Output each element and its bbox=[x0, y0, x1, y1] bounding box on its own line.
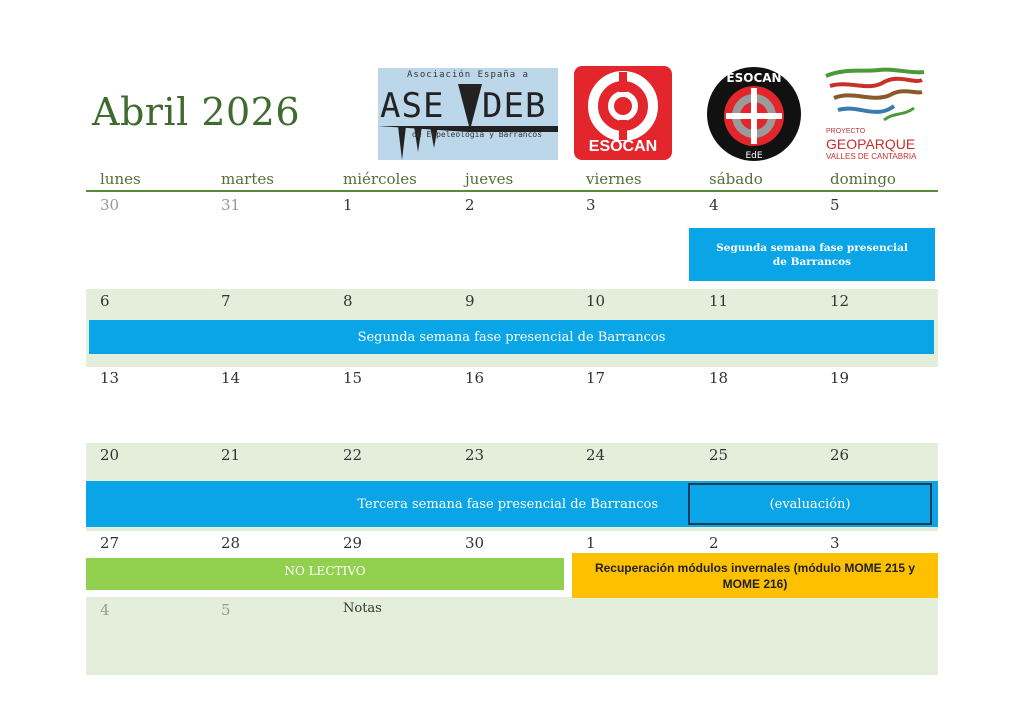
week-row-6-bg bbox=[86, 597, 938, 675]
day-cell: 10 bbox=[586, 292, 606, 310]
day-cell: 4 bbox=[709, 196, 719, 214]
event-week1[interactable]: Segunda semana fase presencial de Barrancos bbox=[689, 228, 935, 281]
geoparque-logo bbox=[824, 64, 926, 164]
day-cell: 1 bbox=[586, 534, 596, 552]
day-cell: 17 bbox=[586, 369, 606, 387]
day-cell: 8 bbox=[343, 292, 353, 310]
day-cell: 11 bbox=[709, 292, 729, 310]
event-week4-main[interactable]: Tercera semana fase presencial de Barrancos bbox=[357, 496, 658, 512]
weekday-monday: lunes bbox=[100, 170, 141, 188]
day-cell: 2 bbox=[465, 196, 475, 214]
day-cell: 20 bbox=[100, 446, 120, 464]
asedeb-logo-top: Asociación España a bbox=[407, 70, 529, 80]
day-cell: 29 bbox=[343, 534, 363, 552]
asedeb-logo bbox=[378, 68, 558, 160]
day-cell: 30 bbox=[100, 196, 120, 214]
day-cell: 23 bbox=[465, 446, 485, 464]
weekday-tuesday: martes bbox=[221, 170, 274, 188]
event-week2[interactable]: Segunda semana fase presencial de Barrancos bbox=[89, 320, 934, 354]
day-cell: 31 bbox=[221, 196, 241, 214]
day-cell: 16 bbox=[465, 369, 485, 387]
day-cell: 18 bbox=[709, 369, 729, 387]
day-cell: 30 bbox=[465, 534, 485, 552]
day-cell: 6 bbox=[100, 292, 110, 310]
esocan-logo-label: ESOCAN bbox=[588, 138, 658, 155]
esocan-ede-top-text: ESOCAN bbox=[726, 71, 782, 85]
day-cell: 26 bbox=[830, 446, 850, 464]
asedeb-logo-deb: DEB bbox=[482, 86, 547, 126]
day-cell: 1 bbox=[343, 196, 353, 214]
esocan-logo bbox=[574, 66, 672, 160]
esocan-ede-badge bbox=[704, 66, 804, 162]
event-week5-recuperacion[interactable]: Recuperación módulos invernales (módulo MOME 215 y MOME 216) bbox=[572, 553, 938, 598]
asedeb-logo-subtitle: de Espeleología y Barrancos bbox=[412, 130, 543, 139]
day-cell: 22 bbox=[343, 446, 363, 464]
day-cell: 15 bbox=[343, 369, 363, 387]
day-cell: 27 bbox=[100, 534, 120, 552]
geoparque-logo-sub: VALLES DE CANTABRIA bbox=[826, 152, 917, 161]
day-cell: 13 bbox=[100, 369, 120, 387]
calendar-title: Abril 2026 bbox=[92, 90, 301, 134]
esocan-ede-badge-icon bbox=[704, 66, 804, 162]
esocan-lifebuoy-icon bbox=[574, 70, 672, 142]
day-cell: 3 bbox=[830, 534, 840, 552]
esocan-ede-bottom-text: EdE bbox=[745, 151, 763, 161]
day-cell: 28 bbox=[221, 534, 241, 552]
day-cell: 12 bbox=[830, 292, 850, 310]
header-divider bbox=[86, 190, 938, 192]
day-cell: 25 bbox=[709, 446, 729, 464]
notes-label: Notas bbox=[343, 601, 382, 616]
day-cell: 19 bbox=[830, 369, 850, 387]
weekday-sunday: domingo bbox=[830, 170, 896, 188]
asedeb-logo-ase: ASE bbox=[380, 86, 445, 126]
weekday-thursday: jueves bbox=[465, 170, 514, 188]
day-cell: 14 bbox=[221, 369, 241, 387]
day-cell: 7 bbox=[221, 292, 231, 310]
day-cell: 5 bbox=[221, 601, 231, 619]
weekday-wednesday: miércoles bbox=[343, 170, 417, 188]
day-cell: 21 bbox=[221, 446, 241, 464]
event-week5-no-lectivo[interactable]: NO LECTIVO bbox=[86, 558, 564, 590]
day-cell: 24 bbox=[586, 446, 606, 464]
event-week4-evaluation[interactable]: (evaluación) bbox=[688, 483, 932, 525]
day-cell: 5 bbox=[830, 196, 840, 214]
geoparque-logo-pre: PROYECTO bbox=[826, 128, 866, 135]
day-cell: 4 bbox=[100, 601, 110, 619]
geoparque-landscape-icon bbox=[824, 64, 926, 126]
day-cell: 3 bbox=[586, 196, 596, 214]
day-cell: 2 bbox=[709, 534, 719, 552]
day-cell: 9 bbox=[465, 292, 475, 310]
weekday-saturday: sábado bbox=[709, 170, 763, 188]
geoparque-logo-main: GEOPARQUE bbox=[826, 136, 916, 152]
weekday-friday: viernes bbox=[586, 170, 642, 188]
